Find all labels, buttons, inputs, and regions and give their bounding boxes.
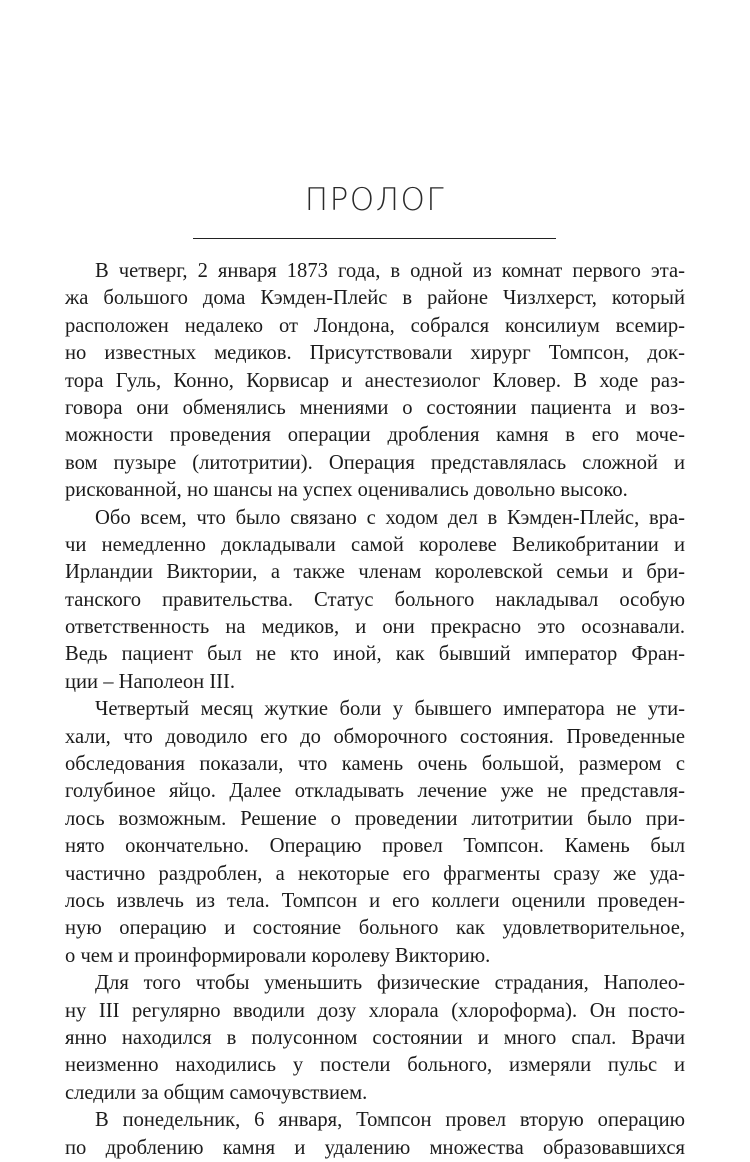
text-line: танского правительства. Статус больного накладывал особую [65,588,685,611]
text-line: Для того чтобы уменьшить физические страдания, Наполео- [95,972,685,995]
text-line: неизменно находились у постели больного, измеряли пульс и [65,1054,685,1077]
text-line: янно находился в полусонном состоянии и много спал. Врачи [65,1026,685,1049]
text-line: чи немедленно докладывали самой королеве Великобритании и [65,533,685,556]
text-line: Ведь пациент был не кто иной, как бывший император Фран- [65,643,685,666]
text-line: ну III регулярно вводили дозу хлорала (хлороформа). Он посто- [65,999,685,1022]
text-line: вом пузыре (литотритии). Операция представлялась сложной и [65,451,685,474]
text-line: голубиное яйцо. Далее откладывать лечение уже не представля- [65,780,685,803]
chapter-title: ПРОЛОГ [304,182,446,218]
text-line: расположен недалеко от Лондона, собрался консилиум всемир- [65,314,685,337]
text-line: нято окончательно. Операцию провел Томпсон. Камень был [65,835,685,858]
text-line: рискованной, но шансы на успех оценивались довольно высоко. [65,479,628,502]
body-text [65,258,685,1162]
text-line: говора они обменялись мнениями о состоянии пациента и воз- [65,396,685,419]
text-line: ную операцию и состояние больного как удовлетворительное, [65,917,685,940]
title-underline-divider [193,238,556,239]
text-line: тора Гуль, Конно, Корвисар и анестезиолог Кловер. В ходе раз- [65,369,685,392]
text-line: по дроблению камня и удалению множества образовавшихся [65,1136,685,1159]
text-line: но известных медиков. Присутствовали хирург Томпсон, док- [65,342,685,365]
paragraph-5 [65,1107,685,1162]
text-line: хали, что доводило его до обморочного состояния. Проведенные [65,725,685,748]
text-line: лось извлечь из тела. Томпсон и его коллеги оценили проведен- [65,889,685,912]
text-line: обследования показали, что камень очень большой, размером с [65,753,685,776]
text-line: Обо всем, что было связано с ходом дел в Кэмден-Плейс, вра- [95,506,685,529]
text-line: В понедельник, 6 января, Томпсон провел вторую операцию [95,1109,685,1132]
text-line: ции – Наполеон III. [65,670,236,693]
text-line: Ирландии Виктории, а также членам королевской семьи и бри- [65,561,685,584]
paragraph-4 [65,970,685,1107]
text-line: лось возможным. Решение о проведении литотритии было при- [65,807,685,830]
text-line: Четвертый месяц жуткие боли у бывшего императора не ути- [95,698,685,721]
paragraph-3 [65,696,685,970]
text-line: жа большого дома Кэмден-Плейс в районе Чизлхерст, который [65,287,685,310]
text-line: можности проведения операции дробления камня в его моче- [65,424,685,447]
text-line: о чем и проинформировали королеву Викторию. [65,944,491,967]
text-line: частично раздроблен, а некоторые его фрагменты сразу же уда- [65,862,685,885]
text-line: В четверг, 2 января 1873 года, в одной из комнат первого эта- [95,260,685,282]
paragraph-2 [65,505,685,697]
text-line: ответственность на медиков, и они прекрасно это осознавали. [65,616,685,639]
text-line: следили за общим самочувствием. [65,1081,368,1104]
paragraph-1 [65,258,685,505]
